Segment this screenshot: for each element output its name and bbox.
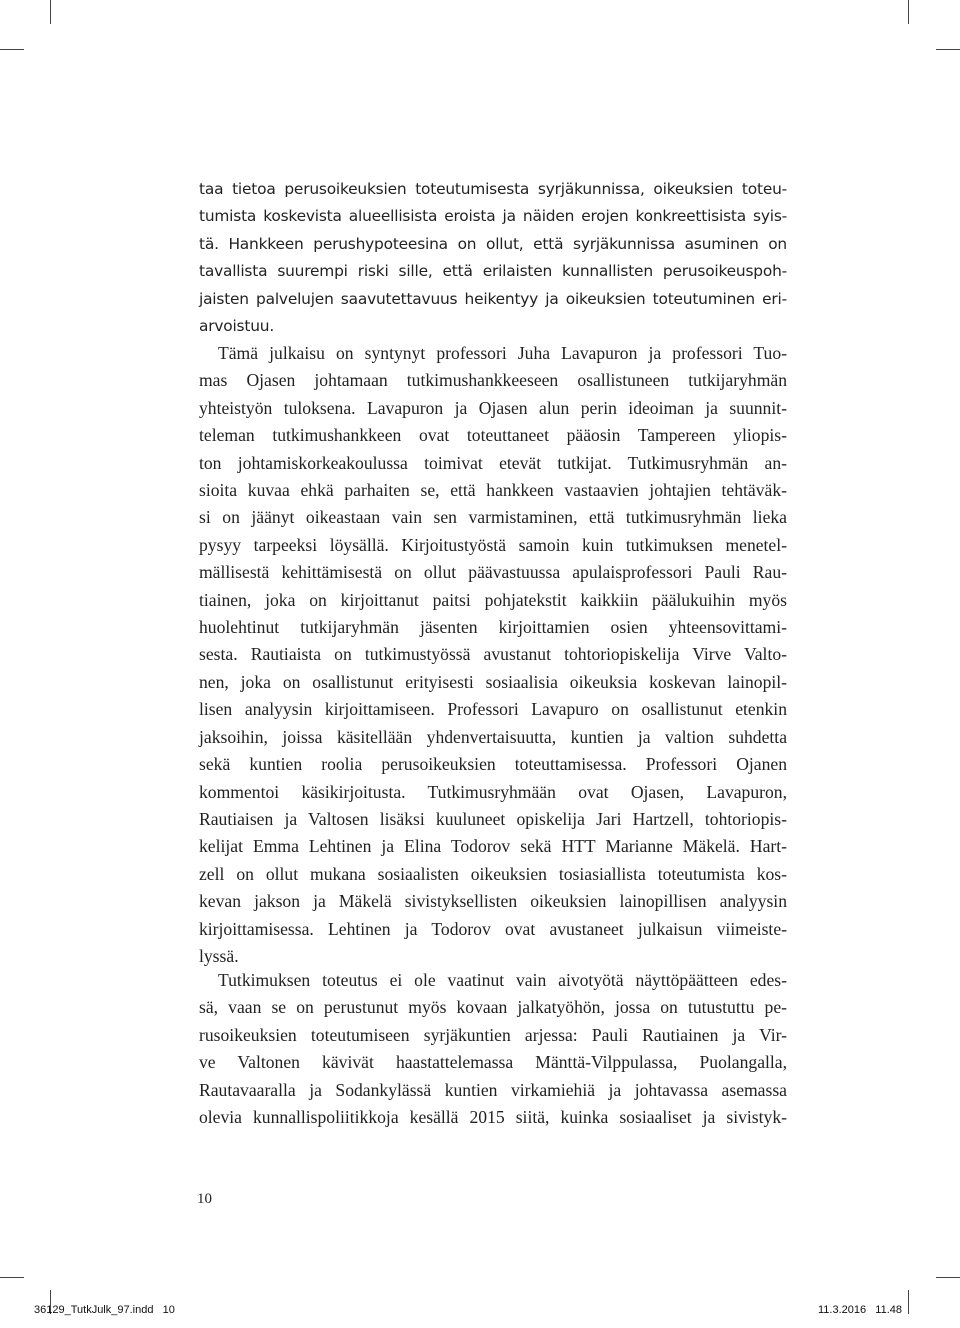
paragraph-2 [199,340,787,970]
footer-timestamp: 11.3.2016 11.48 [818,1304,902,1316]
crop-mark-top-left [50,0,51,24]
paragraph-2-line: kommentoi käsikirjoitusta. Tutkimusryhmään ovat Ojasen, Lavapuron, [199,781,787,802]
paragraph-1-line: tavallista suurempi riski sille, että erilaisten kunnallisten perusoikeuspoh- [199,262,787,281]
paragraph-3-line: olevia kunnallispoliitikkoja kesällä 2015 siitä, kuinka sosiaaliset ja sivistyk- [199,1107,787,1128]
paragraph-1-line: tumista koskevista alueellisista eroista ja näiden erojen konkreettisista syis- [199,207,787,226]
paragraph-2-line: kelijat Emma Lehtinen ja Elina Todorov sekä HTT Marianne Mäkelä. Hart- [199,836,787,857]
footer-file-name: 36129_TutkJulk_97.indd 10 [34,1304,175,1316]
paragraph-3-line: rusoikeuksien toteutumiseen syrjäkuntien arjessa: Pauli Rautiainen ja Vir- [199,1024,787,1045]
paragraph-2-line: pysyy tarpeeksi löysällä. Kirjoitustyöstä samoin kuin tutkimuksen menetel- [199,534,787,555]
crop-mark-top-left-h [0,49,24,50]
paragraph-2-line: mas Ojasen johtamaan tutkimushankkeeseen osallistuneen tutkijaryhmän [199,370,787,391]
paragraph-2-line: jaksoihin, joissa käsitellään yhdenvertaisuutta, kuntien ja valtion suhdetta [199,726,787,747]
paragraph-1-line: jaisten palvelujen saavutettavuus heikentyy ja oikeuksien toteutuminen eri- [199,289,787,308]
paragraph-1 [199,176,787,340]
paragraph-2-line: sekä kuntien roolia perusoikeuksien toteuttamisessa. Professori Ojanen [199,754,787,775]
paragraph-3-line: ve Valtonen kävivät haastattelemassa Mänttä-Vilppulassa, Puolangalla, [199,1052,787,1073]
page-number: 10 [197,1191,212,1207]
paragraph-2-line: teleman tutkimushankkeen ovat toteuttaneet pääosin Tampereen yliopis- [199,425,787,446]
paragraph-2-line: kirjoittamisessa. Lehtinen ja Todorov ovat avustaneet julkaisun viimeiste- [199,918,787,939]
paragraph-2-line: huolehtinut tutkijaryhmän jäsenten kirjoittamien osien yhteensovittami- [199,617,787,638]
paragraph-1-line: tä. Hankkeen perushypoteesina on ollut, että syrjäkunnissa asuminen on [199,234,787,253]
paragraph-1-line: arvoistuu. [199,317,275,336]
crop-mark-bottom-right-h [936,1277,960,1278]
crop-mark-bottom-right [908,1290,909,1314]
paragraph-2-line: zell on ollut mukana sosiaalisten oikeuksien tosiasiallista toteutumista kos- [199,863,787,884]
paragraph-2-line: Rautiaisen ja Valtosen lisäksi kuuluneet opiskelija Jari Hartzell, tohtoriopis- [199,808,787,829]
paragraph-3-line: Tutkimuksen toteutus ei ole vaatinut vain aivotyötä näyttöpäätteen edes- [218,970,787,990]
paragraph-1-line: taa tietoa perusoikeuksien toteutumisesta syrjäkunnissa, oikeuksien toteu- [199,180,787,198]
paragraph-2-line: sesta. Rautiaista on tutkimustyössä avustanut tohtoriopiskelija Virve Valto- [199,644,787,665]
paragraph-3 [199,967,787,1131]
paragraph-3-line: Rautavaaralla ja Sodankylässä kuntien virkamiehiä ja johtavassa asemassa [199,1079,787,1100]
paragraph-2-line: Tämä julkaisu on syntynyt professori Juha Lavapuron ja professori Tuo- [218,343,787,363]
paragraph-2-line: sioita kuvaa ehkä parhaiten se, että hankkeen vastaavien johtajien tehtäväk- [199,480,787,501]
paragraph-2-line: ton johtamiskorkeakoulussa toimivat etevät tutkijat. Tutkimusryhmän an- [199,452,787,473]
paragraph-2-line: yhteistyön tuloksena. Lavapuron ja Ojasen alun perin ideoiman ja suunnit- [199,397,787,418]
paragraph-2-line: si on jäänyt oikeastaan vain sen varmistaminen, että tutkimusryhmän lieka [199,507,787,528]
crop-mark-top-right [908,0,909,24]
paragraph-2-line: nen, joka on osallistunut erityisesti sosiaalisia oikeuksia koskevan lainopil- [199,671,787,692]
paragraph-2-line: lisen analyysin kirjoittamiseen. Professori Lavapuro on osallistunut etenkin [199,699,787,720]
paragraph-2-line: tiainen, joka on kirjoittanut paitsi pohjatekstit kaikkiin päälukuihin myös [199,589,787,610]
crop-mark-bottom-left-h [0,1277,24,1278]
crop-mark-top-right-h [936,49,960,50]
paragraph-2-line: kevan jakson ja Mäkelä sivistyksellisten oikeuksien lainopillisen analyysin [199,891,787,912]
paragraph-2-line: mällisestä kehittämisestä on ollut päävastuussa apulaisprofessori Pauli Rau- [199,562,787,583]
paragraph-2-line: lyssä. [199,945,239,966]
paragraph-3-line: sä, vaan se on perustunut myös kovaan jalkatyöhön, jossa on tutustuttu pe- [199,997,787,1018]
